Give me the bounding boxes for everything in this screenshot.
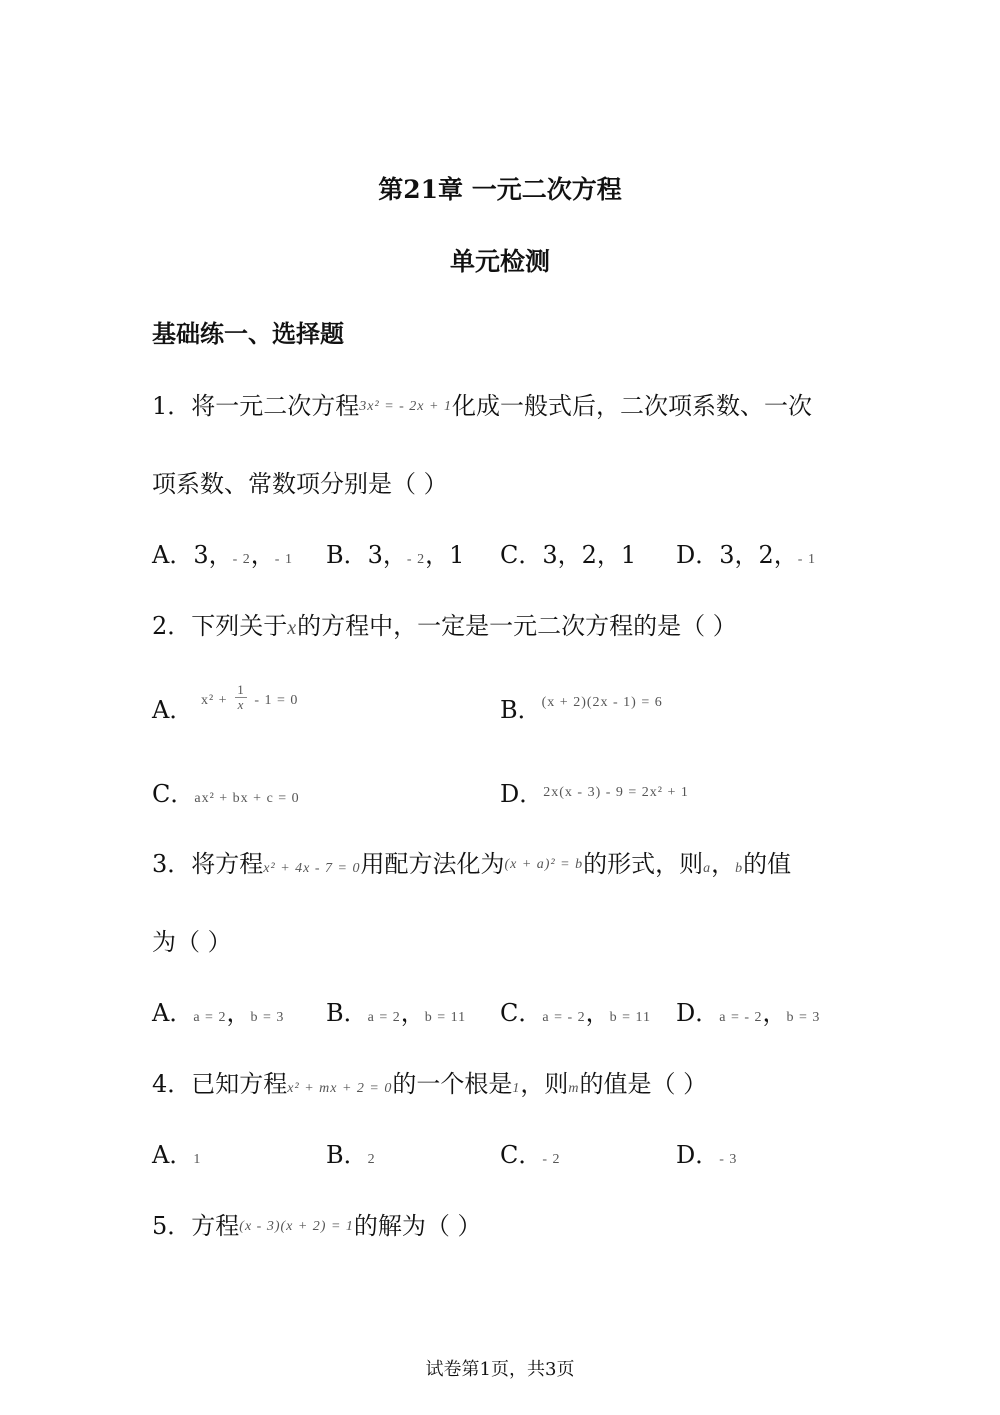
q5-equation: (x - 3)(x + 2) = 1 [239,1219,354,1234]
q2-option-c[interactable]: C．ax² + bx + c = 0 [152,780,300,808]
q1-suffix: 化成一般式后，二次项系数、一次 [451,392,812,420]
q2-option-b[interactable]: B．$^{(x + 2)(2x - 1) = 6}$ [500,695,663,724]
q2-option-a[interactable]: A． x² + $\frac{1}{x}$ - 1 = 0 [152,682,299,724]
question-3-line2: 为（ ） [152,928,232,956]
section-heading: 基础练一、选择题 [152,319,344,348]
q3-option-a[interactable]: A．a = 2，b = 3 [152,999,285,1027]
page-title: 第21章 一元二次方程 [378,175,622,204]
q4-option-d[interactable]: D．- 3 [676,1141,738,1169]
q4-option-b[interactable]: B．2 [326,1141,376,1169]
q2-prefix: 2．下列关于 [152,612,288,640]
q1-option-c[interactable]: C．3，2，1 [500,541,637,569]
q3-option-c[interactable]: C．a = - 2，b = 11 [500,999,652,1027]
q1-option-b[interactable]: B．3，- 2，1 [326,541,465,569]
q3-target-form: (x + a)² = b [504,857,584,872]
q2-suffix: 的方程中，一定是一元二次方程的是（ ） [297,612,737,640]
q1-option-a[interactable]: A．3，- 2，- 1 [152,541,293,569]
q4-option-a[interactable]: A．1 [152,1141,202,1169]
question-2 [152,606,737,641]
q4-equation: x² + mx + 2 = 0 [287,1081,393,1096]
q1-prefix: 1．将一元二次方程 [152,392,360,420]
question-5: 5．方程(x - 3)(x + 2) = 1的解为（ ） [152,1212,482,1240]
q3-option-b[interactable]: B．a = 2，b = 11 [326,999,467,1027]
q1-option-d[interactable]: D．3，2，- 1 [676,541,816,569]
fraction: $\frac{1}{x}$ [237,682,245,712]
q2-option-d[interactable]: D．$^{2x(x - 3) - 9 = 2x^2 + 1}$ [500,780,689,808]
question-4: 4．已知方程x² + mx + 2 = 0的一个根是1，则m的值是（ ） [152,1070,708,1098]
question-1-line2: 项系数、常数项分别是（ ） [152,470,448,498]
page-subtitle: 单元检测 [449,247,550,276]
question-3: 3．将方程x² + 4x - 7 = 0用配方法化为(x + a)² = b的形式，则a，b的值 [152,850,792,878]
q4-option-c[interactable]: C．- 2 [500,1141,561,1169]
q3-equation: x² + 4x - 7 = 0 [263,861,361,876]
page-footer: 试卷第1页，共3页 [425,1359,575,1380]
q3-option-d[interactable]: D．a = - 2，b = 3 [676,999,821,1027]
q2-variable: x [287,617,298,639]
q1-equation: 3x² = - 2x + 1 [359,399,452,414]
question-1 [152,386,812,421]
